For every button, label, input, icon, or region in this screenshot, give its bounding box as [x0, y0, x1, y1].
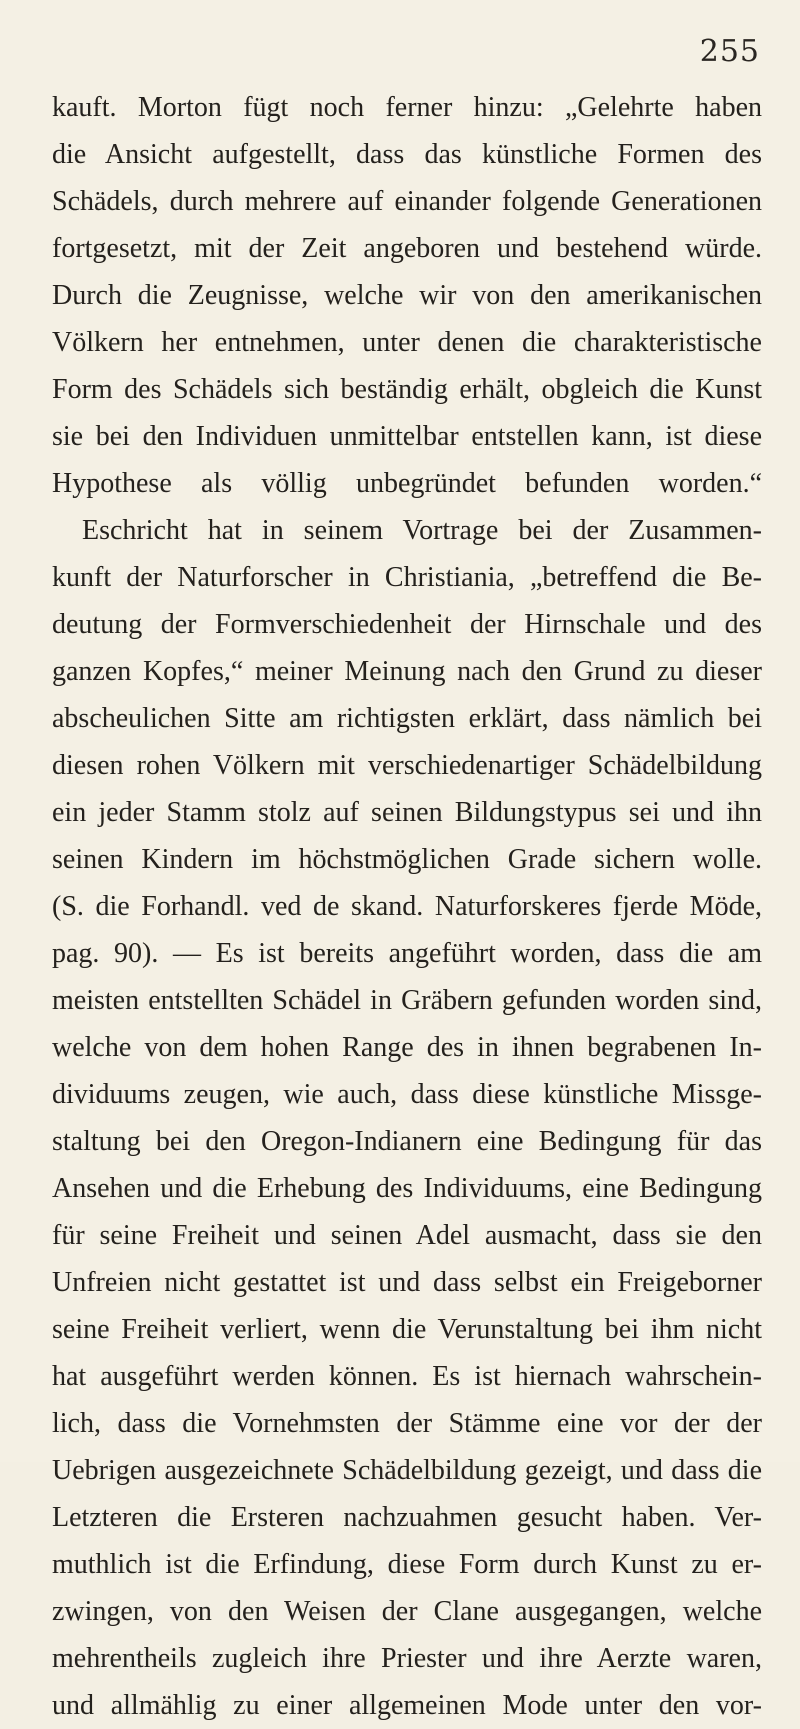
text-line: Unfreien nicht gestattet ist und dass selbst ein Freigeborner	[52, 1267, 762, 1298]
text-line: muthlich ist die Erfindung, diese Form durch Kunst zu er-	[52, 1549, 762, 1580]
text-line: Durch die Zeugnisse, welche wir von den amerikanischen	[52, 280, 762, 311]
text-line: mehrentheils zugleich ihre Priester und ihre Aerzte waren,	[52, 1643, 762, 1674]
text-line: dividuums zeugen, wie auch, dass diese künstliche Missge-	[52, 1079, 762, 1110]
text-line: Hypothese als völlig unbegründet befunden worden.“	[52, 468, 762, 499]
text-line: meisten entstellten Schädel in Gräbern gefunden worden sind,	[52, 985, 762, 1016]
text-line: sie bei den Individuen unmittelbar entstellen kann, ist diese	[52, 421, 762, 452]
text-line: kunft der Naturforscher in Christiania, „betreffend die Be-	[52, 562, 762, 593]
text-line: fortgesetzt, mit der Zeit angeboren und bestehend würde.	[52, 233, 762, 264]
paragraph-start-line: Eschricht hat in seinem Vortrage bei der Zusammen-	[82, 515, 762, 546]
text-line: die Ansicht aufgestellt, dass das künstliche Formen des	[52, 139, 762, 170]
text-line: seine Freiheit verliert, wenn die Verunstaltung bei ihm nicht	[52, 1314, 762, 1345]
text-line: Form des Schädels sich beständig erhält, obgleich die Kunst	[52, 374, 762, 405]
text-line: deutung der Formverschiedenheit der Hirnschale und des	[52, 609, 762, 640]
text-line: ein jeder Stamm stolz auf seinen Bildungstypus sei und ihn	[52, 797, 762, 828]
text-line: welche von dem hohen Range des in ihnen begrabenen In-	[52, 1032, 762, 1063]
text-line: Uebrigen ausgezeichnete Schädelbildung gezeigt, und dass die	[52, 1455, 762, 1486]
text-line: ganzen Kopfes,“ meiner Meinung nach den Grund zu dieser	[52, 656, 762, 687]
text-line: diesen rohen Völkern mit verschiedenartiger Schädelbildung	[52, 750, 762, 781]
text-line: pag. 90). — Es ist bereits angeführt worden, dass die am	[52, 938, 762, 969]
text-line: staltung bei den Oregon-Indianern eine Bedingung für das	[52, 1126, 762, 1157]
text-line: Schädels, durch mehrere auf einander folgende Generationen	[52, 186, 762, 217]
text-line: (S. die Forhandl. ved de skand. Naturforskeres fjerde Möde,	[52, 891, 762, 922]
text-line: und allmählig zu einer allgemeinen Mode unter den vor-	[52, 1690, 762, 1721]
text-line: lich, dass die Vornehmsten der Stämme eine vor der der	[52, 1408, 762, 1439]
text-line: für seine Freiheit und seinen Adel ausmacht, dass sie den	[52, 1220, 762, 1251]
text-line: Letzteren die Ersteren nachzuahmen gesucht haben. Ver-	[52, 1502, 762, 1533]
text-line: kauft. Morton fügt noch ferner hinzu: „Gelehrte haben	[52, 92, 762, 123]
text-line: hat ausgeführt werden können. Es ist hiernach wahrschein-	[52, 1361, 762, 1392]
page-number: 255	[699, 34, 760, 69]
body-text	[52, 84, 762, 1729]
text-line: seinen Kindern im höchstmöglichen Grade sichern wolle.	[52, 844, 762, 875]
text-line: Ansehen und die Erhebung des Individuums, eine Bedingung	[52, 1173, 762, 1204]
text-line: zwingen, von den Weisen der Clane ausgegangen, welche	[52, 1596, 762, 1627]
text-line: abscheulichen Sitte am richtigsten erklärt, dass nämlich bei	[52, 703, 762, 734]
text-line: Völkern her entnehmen, unter denen die charakteristische	[52, 327, 762, 358]
